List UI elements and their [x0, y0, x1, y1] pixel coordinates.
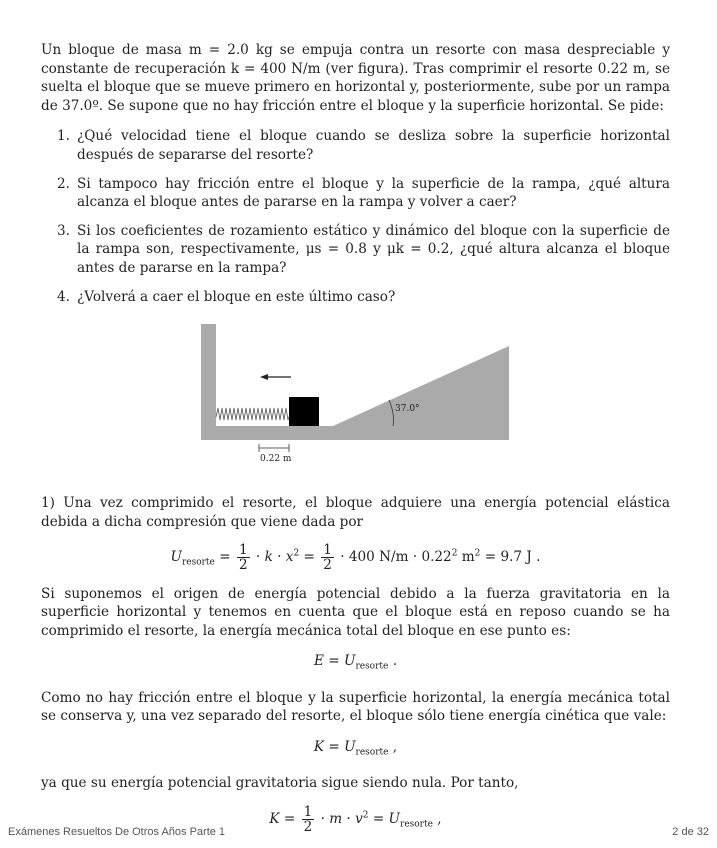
- question-item: 1. ¿Qué velocidad tiene el bloque cuando se desliza sobre la superficie horizontal después de separarse del resorte?: [57, 128, 670, 163]
- solution-paragraph-2: Si suponemos el origen de energía potencial debido a la fuerza gravitatoria en la superficie horizontal y tenemos en cuenta que el bloque está en reposo cuando se ha comprimido el resorte, la energía mecánica total del bloque en ese punto es:: [41, 585, 670, 639]
- equation-kinetic-energy: $K = U_{resorte}$ ,: [313, 738, 398, 758]
- angle-label: 37.0°: [395, 404, 420, 415]
- arrow-head: [260, 374, 268, 380]
- fraction: $\frac{1}{2}$: [323, 542, 332, 574]
- solution-paragraph-1: 1) Una vez comprimido el resorte, el bloque adquiere una energía potencial elástica debida a dicha compresión que viene dada por: [41, 495, 670, 530]
- block: [289, 397, 319, 426]
- equation-velocity: K = $\frac{1}{2}$ · $m \cdot v^2 = U_{resorte}$ ,: [269, 803, 442, 835]
- solution-paragraph-4: ya que su energía potencial gravitatoria sigue siendo nula. Por tanto,: [41, 775, 519, 792]
- solution-paragraph-3: Como no hay fricción entre el bloque y la superficie horizontal, la energía mecánica total se conserva y, una vez separado del resorte, el bloque sólo tiene energía cinética que vale:: [41, 689, 670, 725]
- question-list: [41, 127, 670, 306]
- floor: [201, 426, 509, 440]
- question-item: 3. Si los coeficientes de rozamiento estático y dinámico del bloque con la superficie de la rampa son, respectivamente, μs = 0.8 y μk = 0.2, ¿qué altura alcanza el bloque antes de pararse en la rampa?: [57, 222, 670, 276]
- spring-ramp-figure: [41, 316, 670, 476]
- equation-mechanical-energy: $E = U_{resorte}$ .: [313, 653, 398, 673]
- document-page: [41, 41, 670, 846]
- page-footer: [8, 826, 709, 840]
- document-title: Exámenes Resueltos De Otros Años Parte 1: [8, 826, 226, 838]
- wall: [201, 324, 216, 434]
- fraction: $\frac{1}{2}$: [303, 803, 313, 835]
- question-item: 2. Si tampoco hay fricción entre el bloque y la superficie de la rampa, ¿qué altura alcanza el bloque antes de pararse en la rampa y volver a caer?: [57, 175, 670, 211]
- page-indicator: 2 de 32: [672, 826, 709, 838]
- compression-label: 0.22 m: [260, 454, 292, 465]
- problem-statement: Un bloque de masa m = 2.0 kg se empuja contra un resorte con masa despreciable y constante de recuperación k = 400 N/m (ver figura). Tras comprimir el resorte 0.22 m, se suelta el bloque que se mueve primero en horizontal y, posteriormente, sube por un rampa de 37.0º. Se supone que no hay fricción entre el bloque y la superficie horizontal. Se pide:: [41, 42, 670, 114]
- equation-elastic-energy: $U_{resorte}$ = $\frac{1}{2}$ · $k \cdot x^2$ = $\frac{1}{2}$ · 400 $N/m \cdot 0.22^2$ $m^2 = 9.7$ J .: [170, 542, 541, 574]
- question-item: 4. ¿Volverá a caer el bloque en este último caso?: [57, 288, 396, 305]
- fraction: $\frac{1}{2}$: [238, 542, 248, 574]
- ramp: [333, 346, 509, 426]
- spring: [216, 408, 291, 420]
